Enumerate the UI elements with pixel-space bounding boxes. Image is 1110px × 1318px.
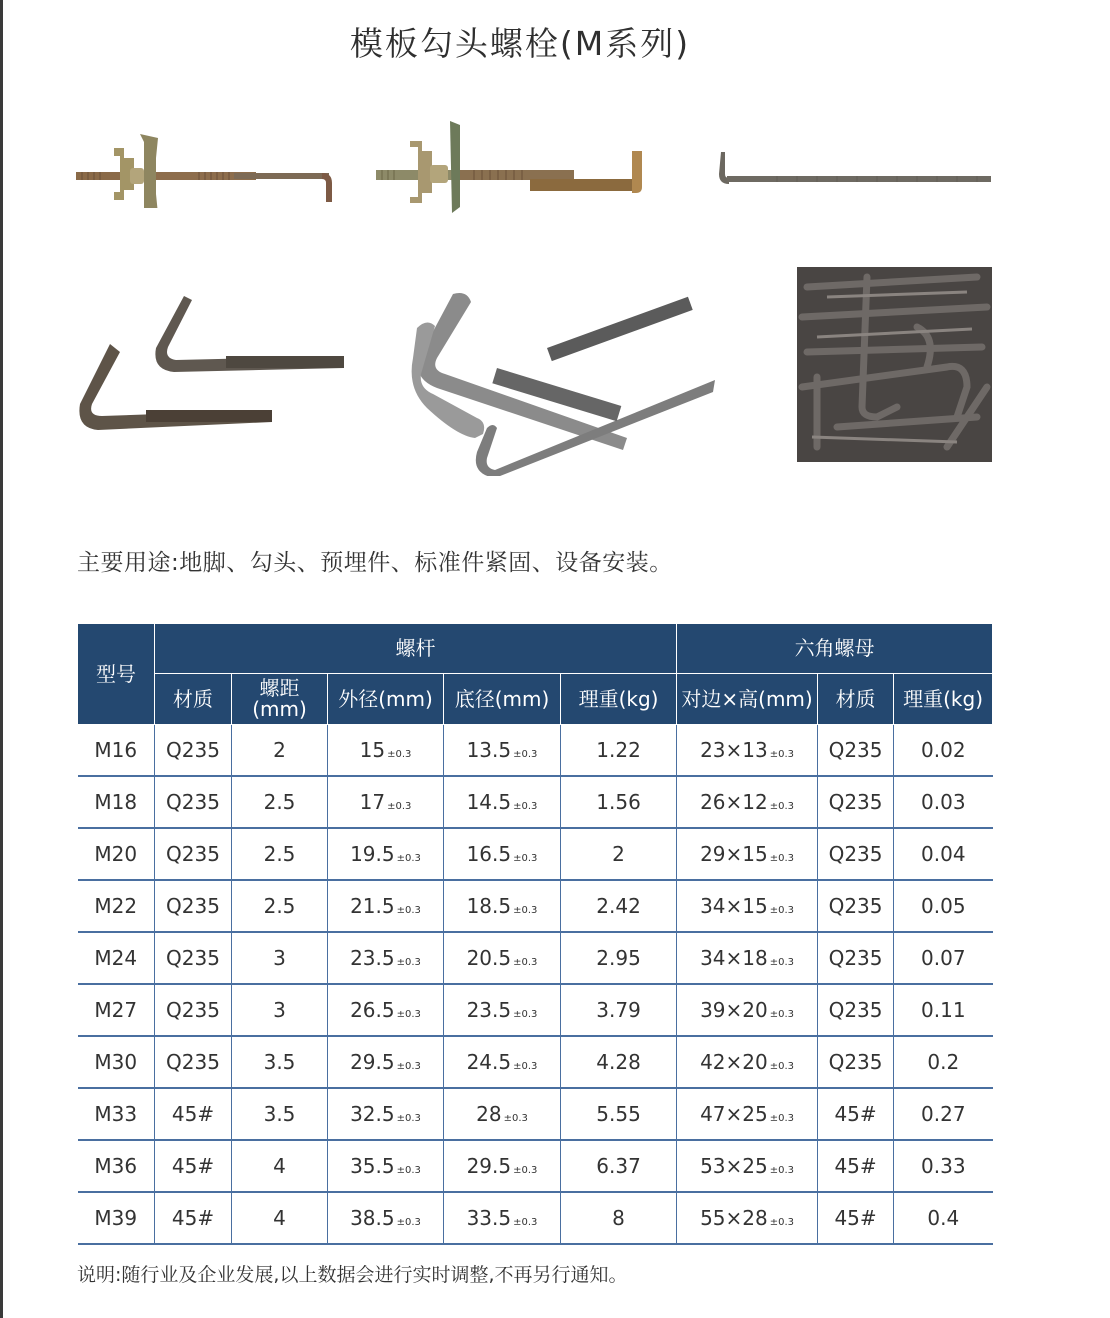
cell-model xyxy=(78,1036,155,1088)
cell-value: 16.5 xyxy=(466,842,512,866)
cell-value: Q235 xyxy=(166,738,220,762)
cell-rod-weight xyxy=(561,1088,677,1140)
cell-value: Q235 xyxy=(828,842,883,866)
cell-nut-material xyxy=(818,1140,894,1192)
header-nut-group: 六角螺母 xyxy=(677,624,993,674)
cell-outer-diameter xyxy=(328,1036,444,1088)
cell-value: 0.04 xyxy=(921,842,966,866)
cell-value: 2.5 xyxy=(263,894,296,918)
cell-value: M18 xyxy=(94,790,138,814)
cell-value: Q235 xyxy=(828,790,883,814)
cell-value: 0.4 xyxy=(927,1206,960,1230)
table-row xyxy=(78,984,993,1036)
cell-material xyxy=(155,1088,232,1140)
cell-value: 47×25 xyxy=(700,1102,768,1126)
cell-rod-weight xyxy=(561,932,677,984)
long-l-hook-bolt-photo xyxy=(717,148,995,188)
cell-pitch xyxy=(232,828,328,880)
cell-rod-weight xyxy=(561,880,677,932)
cell-nut-weight xyxy=(894,984,993,1036)
tolerance-label: ±0.3 xyxy=(769,1217,795,1228)
cell-value: 4 xyxy=(273,1206,286,1230)
cell-value: Q235 xyxy=(166,894,220,918)
cell-rod-weight xyxy=(561,1036,677,1088)
cell-rod-weight xyxy=(561,1192,677,1244)
cell-value: 0.07 xyxy=(921,946,966,970)
cell-nut-material xyxy=(818,776,894,828)
tolerance-label: ±0.3 xyxy=(513,801,538,812)
tolerance-label: ±0.3 xyxy=(396,1009,421,1020)
cell-value: Q235 xyxy=(828,738,883,762)
cell-value: 45# xyxy=(171,1154,215,1178)
tolerance-label: ±0.3 xyxy=(769,957,795,968)
cell-value: 45# xyxy=(171,1102,215,1126)
formwork-hook-bolt-with-plate-photo xyxy=(374,115,649,215)
cell-value: 2.5 xyxy=(263,790,296,814)
cell-pitch xyxy=(232,1088,328,1140)
cell-value: 4.28 xyxy=(596,1050,641,1074)
table-row xyxy=(78,1140,993,1192)
cell-nut-weight xyxy=(894,932,993,984)
header-pitch-line1: 螺距 xyxy=(259,676,300,700)
tolerance-label: ±0.3 xyxy=(387,801,412,812)
header-rod-group: 螺杆 xyxy=(155,624,677,674)
tolerance-label: ±0.3 xyxy=(513,749,538,760)
tolerance-label: ±0.3 xyxy=(769,853,795,864)
table-row xyxy=(78,776,993,828)
cell-nut-weight xyxy=(894,1140,993,1192)
cell-value: 23×13 xyxy=(700,738,768,762)
cell-value: 29×15 xyxy=(700,842,768,866)
header-model: 型号 xyxy=(78,624,155,725)
cell-value: M36 xyxy=(94,1154,138,1178)
tolerance-label: ±0.3 xyxy=(769,1009,795,1020)
cell-value: 3.79 xyxy=(596,998,641,1022)
cell-value: 5.55 xyxy=(596,1102,641,1126)
table-row xyxy=(78,1088,993,1140)
cell-value: 45# xyxy=(834,1154,877,1178)
cell-value: Q235 xyxy=(166,946,220,970)
cell-pitch xyxy=(232,1192,328,1244)
cell-material xyxy=(155,984,232,1036)
cell-value: 24.5 xyxy=(466,1050,512,1074)
cell-nut-material xyxy=(818,1192,894,1244)
header-pitch-line2: (mm) xyxy=(252,697,307,721)
cell-nut-material xyxy=(818,1088,894,1140)
cell-nut-size xyxy=(677,1036,818,1088)
cell-value: 18.5 xyxy=(466,894,512,918)
tolerance-label: ±0.3 xyxy=(769,801,795,812)
header-nut-material: 材质 xyxy=(818,674,894,725)
cell-model xyxy=(78,776,155,828)
cell-outer-diameter xyxy=(328,1192,444,1244)
cell-outer-diameter xyxy=(328,725,444,777)
tolerance-label: ±0.3 xyxy=(513,853,538,864)
cell-value: 23.5 xyxy=(350,946,395,970)
cell-value: 35.5 xyxy=(350,1154,395,1178)
tolerance-label: ±0.3 xyxy=(396,905,421,916)
cell-value: M22 xyxy=(94,894,138,918)
cell-model xyxy=(78,932,155,984)
cell-value: 19.5 xyxy=(350,842,395,866)
cell-value: 32.5 xyxy=(350,1102,395,1126)
cell-value: Q235 xyxy=(828,1050,883,1074)
tolerance-label: ±0.3 xyxy=(513,1061,538,1072)
cell-value: Q235 xyxy=(166,1050,220,1074)
cell-rod-weight xyxy=(561,828,677,880)
cell-root-diameter xyxy=(444,1192,561,1244)
tolerance-label: ±0.3 xyxy=(513,905,538,916)
table-row xyxy=(78,828,993,880)
cell-value: 17 xyxy=(359,790,386,814)
disclaimer-note: 说明:随行业及企业发展,以上数据会进行实时调整,不再另行通知。 xyxy=(77,1264,628,1286)
cell-value: M39 xyxy=(94,1206,138,1230)
cell-value: 53×25 xyxy=(700,1154,768,1178)
tolerance-label: ±0.3 xyxy=(396,1165,421,1176)
tolerance-label: ±0.3 xyxy=(513,957,538,968)
cell-value: 21.5 xyxy=(350,894,395,918)
cell-value: 2.5 xyxy=(263,842,296,866)
cell-value: 3 xyxy=(273,946,286,970)
cell-value: 15 xyxy=(359,738,386,762)
tolerance-label: ±0.3 xyxy=(503,1113,528,1124)
cell-value: 6.37 xyxy=(596,1154,641,1178)
cell-value: 38.5 xyxy=(350,1206,395,1230)
cell-value: Q235 xyxy=(166,998,220,1022)
header-pitch xyxy=(232,674,328,725)
cell-pitch xyxy=(232,776,328,828)
cell-value: M24 xyxy=(94,946,138,970)
header-nut-size: 对边×高(mm) xyxy=(677,674,818,725)
cell-model xyxy=(78,1088,155,1140)
cell-rod-weight xyxy=(561,984,677,1036)
table-row xyxy=(78,1036,993,1088)
tolerance-label: ±0.3 xyxy=(513,1009,538,1020)
cell-value: 23.5 xyxy=(466,998,512,1022)
cell-value: 26.5 xyxy=(350,998,395,1022)
cell-nut-size xyxy=(677,932,818,984)
cell-value: 4 xyxy=(273,1154,286,1178)
cell-outer-diameter xyxy=(328,932,444,984)
cell-value: 45# xyxy=(834,1102,877,1126)
cell-value: 45# xyxy=(171,1206,215,1230)
cell-nut-size xyxy=(677,984,818,1036)
cell-value: 45# xyxy=(834,1206,877,1230)
cell-material xyxy=(155,1036,232,1088)
cell-nut-material xyxy=(818,828,894,880)
cell-value: 1.22 xyxy=(596,738,641,762)
cell-model xyxy=(78,725,155,777)
cell-value: 29.5 xyxy=(350,1050,395,1074)
cell-value: Q235 xyxy=(166,790,220,814)
cell-nut-size xyxy=(677,776,818,828)
cell-nut-size xyxy=(677,880,818,932)
cell-nut-weight xyxy=(894,1088,993,1140)
tolerance-label: ±0.3 xyxy=(769,749,795,760)
tolerance-label: ±0.3 xyxy=(769,905,795,916)
tolerance-label: ±0.3 xyxy=(396,1061,421,1072)
cell-outer-diameter xyxy=(328,880,444,932)
usage-description: 主要用途:地脚、勾头、预埋件、标准件紧固、设备安装。 xyxy=(77,550,673,576)
pile-of-bolts-photo xyxy=(797,267,992,462)
two-l-bolts-photo xyxy=(76,292,348,437)
cell-value: 2.95 xyxy=(596,946,641,970)
cell-model xyxy=(78,1192,155,1244)
cell-root-diameter xyxy=(444,1088,561,1140)
cell-pitch xyxy=(232,932,328,984)
cell-material xyxy=(155,1140,232,1192)
cell-rod-weight xyxy=(561,776,677,828)
cell-nut-weight xyxy=(894,1036,993,1088)
cell-root-diameter xyxy=(444,880,561,932)
cell-nut-size xyxy=(677,725,818,777)
tolerance-label: ±0.3 xyxy=(396,853,421,864)
cell-value: 39×20 xyxy=(700,998,768,1022)
cell-model xyxy=(78,828,155,880)
cell-material xyxy=(155,776,232,828)
tolerance-label: ±0.3 xyxy=(396,1113,421,1124)
cell-root-diameter xyxy=(444,1140,561,1192)
cell-value: 14.5 xyxy=(466,790,512,814)
cell-value: Q235 xyxy=(828,998,883,1022)
cell-model xyxy=(78,1140,155,1192)
cell-root-diameter xyxy=(444,725,561,777)
cell-nut-size xyxy=(677,1088,818,1140)
cell-value: Q235 xyxy=(166,842,220,866)
cell-value: 42×20 xyxy=(700,1050,768,1074)
cell-rod-weight xyxy=(561,725,677,777)
cell-value: 13.5 xyxy=(466,738,512,762)
spec-table xyxy=(77,623,993,1245)
cell-nut-material xyxy=(818,932,894,984)
cell-material xyxy=(155,880,232,932)
tolerance-label: ±0.3 xyxy=(513,1165,538,1176)
formwork-hook-bolt-with-wing-nut-photo xyxy=(74,128,336,208)
cell-nut-weight xyxy=(894,725,993,777)
cell-value: 55×28 xyxy=(700,1206,768,1230)
header-outer-diameter: 外径(mm) xyxy=(328,674,444,725)
cell-root-diameter xyxy=(444,828,561,880)
cell-value: 20.5 xyxy=(466,946,512,970)
cell-pitch xyxy=(232,725,328,777)
cell-value: Q235 xyxy=(828,894,883,918)
cell-nut-weight xyxy=(894,828,993,880)
cell-value: 0.2 xyxy=(927,1050,960,1074)
cell-nut-material xyxy=(818,880,894,932)
cell-value: 0.05 xyxy=(921,894,966,918)
cell-outer-diameter xyxy=(328,984,444,1036)
cell-model xyxy=(78,880,155,932)
cell-pitch xyxy=(232,984,328,1036)
cell-value: Q235 xyxy=(828,946,883,970)
cell-value: 34×15 xyxy=(700,894,768,918)
cell-value: 0.03 xyxy=(921,790,966,814)
cell-nut-weight xyxy=(894,776,993,828)
cell-nut-weight xyxy=(894,1192,993,1244)
cell-value: 0.33 xyxy=(921,1154,966,1178)
cell-root-diameter xyxy=(444,776,561,828)
crossed-j-bolts-photo xyxy=(397,288,722,476)
page-left-border xyxy=(0,0,3,1318)
page-title: 模板勾头螺栓(M系列) xyxy=(349,24,691,63)
header-nut-weight: 理重(kg) xyxy=(894,674,993,725)
cell-pitch xyxy=(232,1036,328,1088)
cell-value: 3.5 xyxy=(263,1102,296,1126)
cell-value: 33.5 xyxy=(466,1206,512,1230)
cell-value: 2 xyxy=(612,842,625,866)
tolerance-label: ±0.3 xyxy=(513,1217,538,1228)
cell-nut-size xyxy=(677,1192,818,1244)
cell-value: 2.42 xyxy=(596,894,641,918)
tolerance-label: ±0.3 xyxy=(387,749,412,760)
cell-material xyxy=(155,932,232,984)
cell-value: M30 xyxy=(94,1050,138,1074)
cell-pitch xyxy=(232,880,328,932)
cell-value: 8 xyxy=(612,1206,625,1230)
cell-value: 0.11 xyxy=(921,998,966,1022)
cell-nut-material xyxy=(818,984,894,1036)
cell-value: 1.56 xyxy=(596,790,641,814)
cell-nut-material xyxy=(818,1036,894,1088)
cell-value: 26×12 xyxy=(700,790,768,814)
cell-nut-weight xyxy=(894,880,993,932)
tolerance-label: ±0.3 xyxy=(769,1061,795,1072)
cell-value: M16 xyxy=(94,738,138,762)
cell-outer-diameter xyxy=(328,776,444,828)
cell-value: M27 xyxy=(94,998,138,1022)
cell-root-diameter xyxy=(444,1036,561,1088)
header-rod-material: 材质 xyxy=(155,674,232,725)
cell-root-diameter xyxy=(444,984,561,1036)
cell-value: 0.02 xyxy=(921,738,966,762)
cell-value: 29.5 xyxy=(466,1154,512,1178)
header-root-diameter: 底径(mm) xyxy=(444,674,561,725)
cell-rod-weight xyxy=(561,1140,677,1192)
cell-value: M33 xyxy=(94,1102,138,1126)
cell-pitch xyxy=(232,1140,328,1192)
cell-material xyxy=(155,1192,232,1244)
cell-root-diameter xyxy=(444,932,561,984)
tolerance-label: ±0.3 xyxy=(769,1113,795,1124)
cell-value: 0.27 xyxy=(921,1102,966,1126)
cell-nut-size xyxy=(677,1140,818,1192)
tolerance-label: ±0.3 xyxy=(396,957,421,968)
header-rod-weight: 理重(kg) xyxy=(561,674,677,725)
cell-material xyxy=(155,828,232,880)
table-row xyxy=(78,932,993,984)
table-row xyxy=(78,880,993,932)
cell-nut-material xyxy=(818,725,894,777)
tolerance-label: ±0.3 xyxy=(769,1165,795,1176)
cell-outer-diameter xyxy=(328,1140,444,1192)
cell-value: 34×18 xyxy=(700,946,768,970)
cell-value: 3 xyxy=(273,998,286,1022)
cell-value: 28 xyxy=(476,1102,502,1126)
cell-outer-diameter xyxy=(328,828,444,880)
cell-nut-size xyxy=(677,828,818,880)
cell-value: M20 xyxy=(94,842,138,866)
cell-value: 3.5 xyxy=(263,1050,296,1074)
table-row xyxy=(78,1192,993,1244)
cell-model xyxy=(78,984,155,1036)
table-row xyxy=(78,725,993,777)
cell-material xyxy=(155,725,232,777)
cell-outer-diameter xyxy=(328,1088,444,1140)
cell-value: 2 xyxy=(273,738,286,762)
tolerance-label: ±0.3 xyxy=(396,1217,421,1228)
